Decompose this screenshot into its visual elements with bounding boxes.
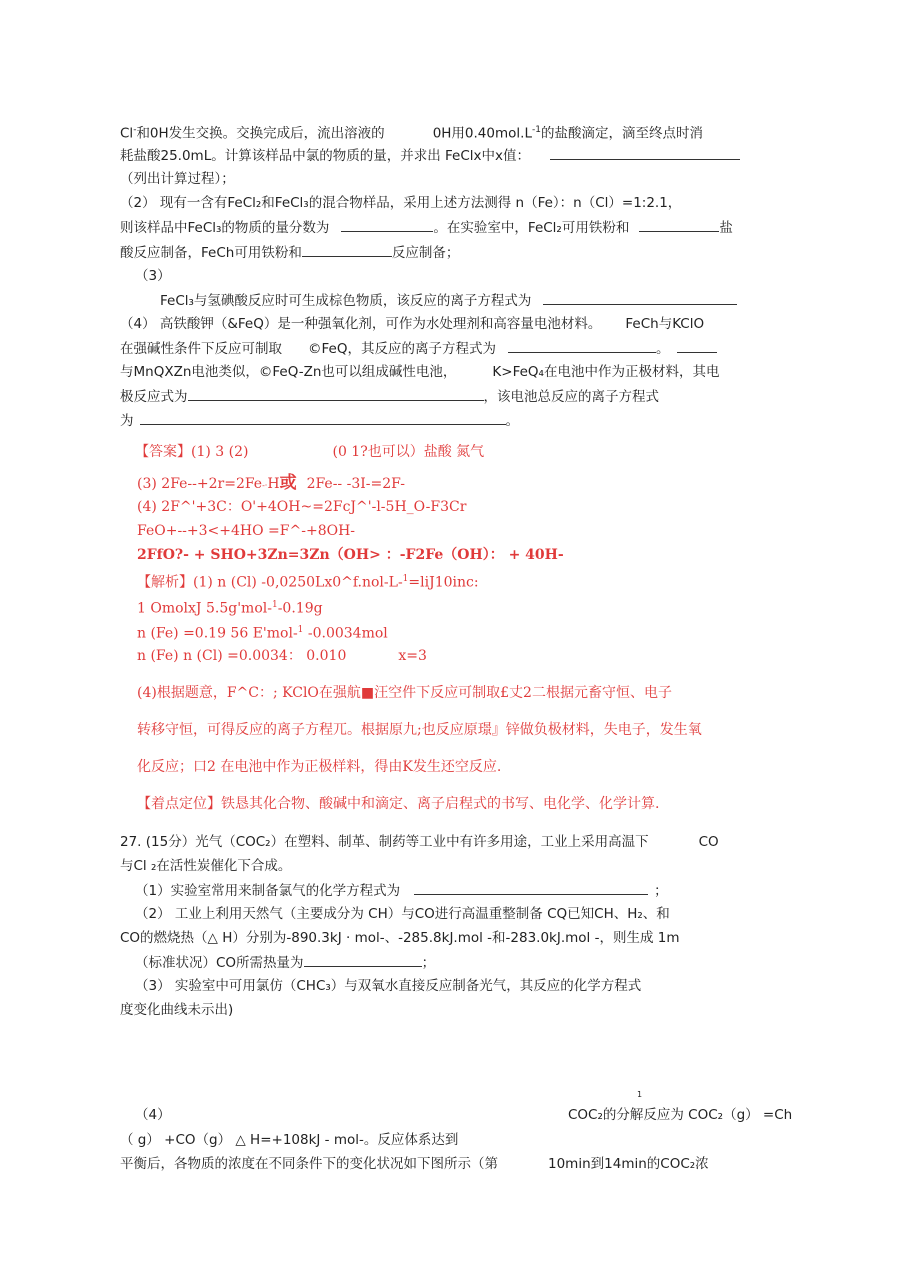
text-line-6: 酸反应制备，FeCh可用铁粉和 反应制备；	[120, 245, 460, 261]
analysis-line-2: 1 OmolxJ 5.5g'mol-$^1$-0.19g	[137, 600, 323, 617]
key-point-line: 【着点定位】铁恳其化合物、酸碱中和滴定、离子启程式的书写、电化学、化学计算.	[137, 796, 660, 812]
q27-line-6: （标准状况）CO所需热量为 ；	[135, 955, 436, 971]
text-line-8: FeCl₃与氢碘酸反应时可生成棕色物质，该反应的离子方程式为	[160, 291, 737, 310]
q27-line-3: （1）实验室常用来制备氯气的化学方程式为 ；	[135, 883, 668, 899]
answer-blank	[550, 146, 740, 160]
q27-line-9b: COC₂的分解反应为 COC₂（g） =Ch	[568, 1107, 793, 1123]
page-number: 1	[637, 1090, 643, 1099]
answer-line-5: 2FfO?- + SHO+3Zn=3Zn（OH> ：-F2Fe（OH）： + 40H-	[137, 547, 564, 563]
q27-line-11: 平衡后，各物质的浓度在不同条件下的变化状况如下图所示（第 10min到14min的COC₂浓	[120, 1156, 709, 1172]
text-line-3: （列出计算过程）；	[120, 171, 235, 187]
q27-line-8: 度变化曲线未示出)	[120, 1002, 234, 1018]
text-line-5: 则该样品中FeCl₃的物质的量分数为 。在实验室中，FeCl₂可用铁粉和 盐	[120, 220, 733, 236]
answer-line-1: 【答案】(1) 3 (2) (0 1?也可以）盐酸 氮气	[135, 444, 485, 460]
text-line-11: 与MnQXZn电池类似，©FeQ-Zn也可以组成碱性电池， K>FeQ₄在电池中作为正极材料，其电	[120, 364, 720, 380]
q27-line-10: （ g） +CO（g） △ H=+108kJ - mol-。反应体系达到	[120, 1132, 459, 1148]
analysis-line-7: 化反应；口2 在电池中作为正极样料，得由K发生还空反应.	[137, 759, 502, 775]
analysis-line-3: n (Fe) =0.19 56 E'mol-$^1$ -0.0034mol	[137, 625, 388, 642]
q27-line-4: （2） 工业上利用天然气（主要成分为 CH）与CO进行高温重整制备 CQ已知CH、H₂、和	[135, 906, 670, 922]
analysis-line-6: 转移守恒，可得反应的离子方程兀。根据原九;也反应原璟』锌做负极材料，失电子，发生氧	[137, 722, 702, 738]
analysis-line-4: n (Fe) n (Cl) =0.0034： 0.010 x=3	[137, 648, 427, 664]
analysis-line-5: (4)根据题意，F^C：; KClO在强航■汪空件下反应可制取£丈2二根据元畜守恒、电子	[137, 685, 672, 701]
answer-line-2: (3) 2Fe--+2r=2Fe-·H或 2Fe-- -3I-=2F-	[137, 473, 405, 493]
text-line-1: Cl-和0H发生交换。交换完成后，流出溶液的 0H用$0.40mol.L^{-1}$的盐酸滴定，滴至终点时消	[120, 125, 703, 142]
text-line-12: 极反应式为 ，该电池总反应的离子方程式	[120, 389, 659, 405]
q27-line-7: （3） 实验室中可用氯仿（CHC₃）与双氧水直接反应制备光气，其反应的化学方程式	[135, 978, 642, 994]
text-line-9: （4） 高铁酸钾（&FeQ）是一种强氧化剂，可作为水处理剂和高容量电池材料。 FeCh与KClO	[120, 316, 705, 332]
text-line-2: 耗盐酸25.0mL。计算该样品中氯的物质的量，并求出 FeClx中x值：	[120, 146, 740, 165]
text-line-13: 为 。	[120, 413, 519, 429]
text-line-10: 在强碱性条件下反应可制取 ©FeQ，其反应的离子方程式为 。	[120, 339, 717, 358]
answer-line-3: (4) 2F^'+3C：O'+4OH~=2FcJ^'-l-5H_O-F3Cr	[137, 499, 467, 515]
q27-line-2: 与Cl ₂在活性炭催化下合成。	[120, 858, 292, 874]
analysis-line-1: 【解析】(1) n (Cl) -0,0250Lx0^f.nol-L-$^1$=liJ10inc:	[137, 574, 479, 591]
q27-line-1: 27. (15分）光气（COC₂）在塑料、制革、制药等工业中有许多用途，工业上采用高温下 CO	[120, 834, 719, 850]
q27-line-5: CO的燃烧热（△ H）分别为-890.3kJ · mol-、-285.8kJ.mol -和-283.0kJ.mol -，则生成 1m	[120, 930, 680, 946]
text-line-7: （3）	[135, 268, 171, 284]
q27-line-9a: （4）	[135, 1107, 171, 1123]
answer-line-4: FeO+--+3<+4HO =F^-+8OH-	[137, 523, 356, 539]
text-line-4: （2） 现有一含有FeCl₂和FeCl₃的混合物样品，采用上述方法测得 n（Fe）：n（Cl）=1:2.1，	[120, 195, 682, 211]
